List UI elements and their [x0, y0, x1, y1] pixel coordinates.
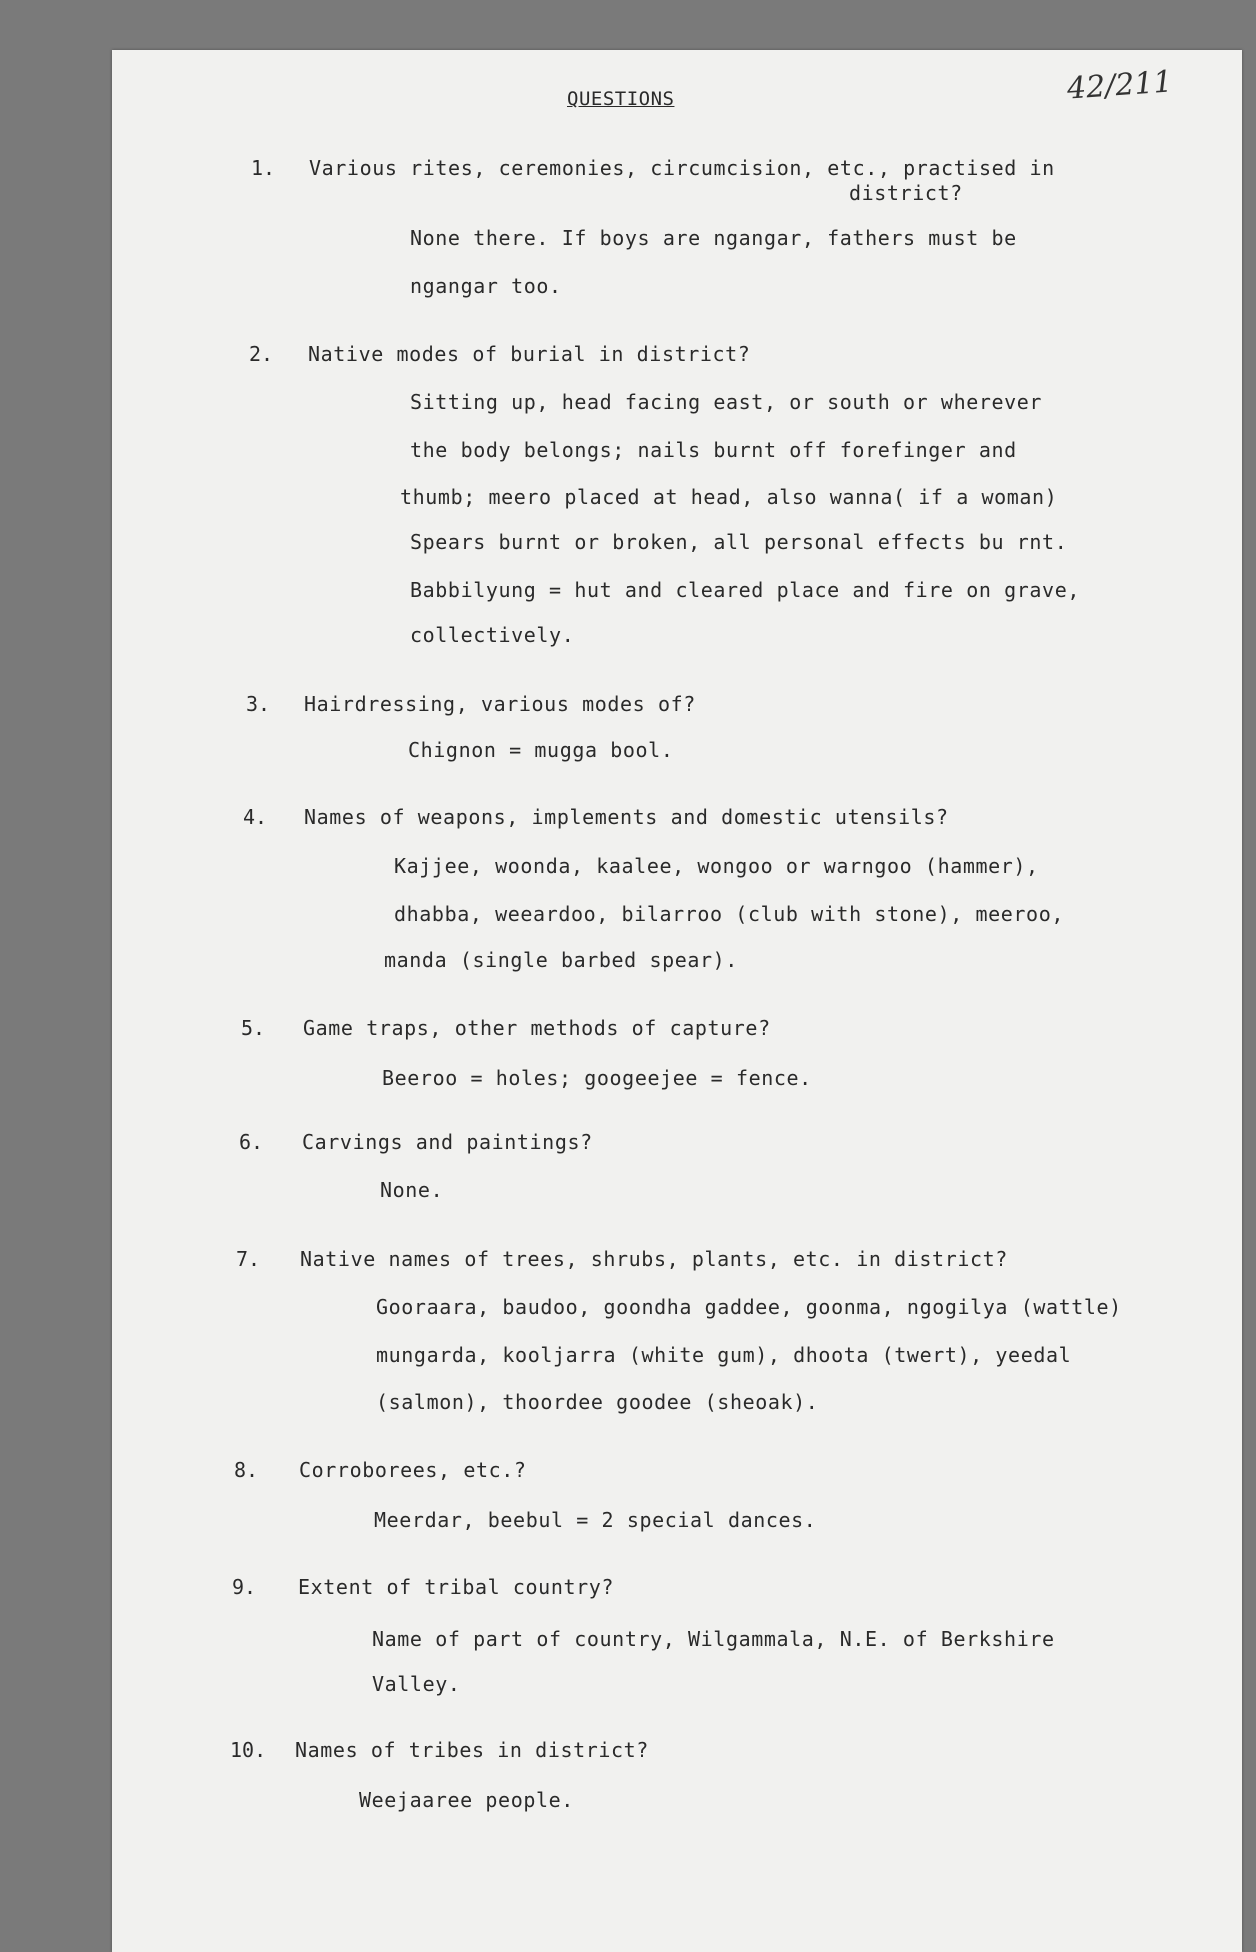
answer-text: Beeroo = holes; googeejee = fence.: [382, 1066, 812, 1090]
answer-text: Spears burnt or broken, all personal effects bu rnt.: [410, 530, 1068, 554]
question-number: 4.: [243, 805, 268, 829]
question-text: Game traps, other methods of capture?: [303, 1016, 771, 1040]
answer-text: the body belongs; nails burnt off forefinger and: [410, 438, 1017, 462]
answer-text: manda (single barbed spear).: [384, 948, 738, 972]
question-text: Extent of tribal country?: [298, 1575, 615, 1599]
answer-text: None.: [380, 1178, 444, 1202]
answer-text: Kajjee, woonda, kaalee, wongoo or warngoo (hammer),: [394, 854, 1039, 878]
question-text: Corroborees, etc.?: [299, 1458, 527, 1482]
question-text: Various rites, ceremonies, circumcision, etc., practised in: [309, 156, 1055, 180]
answer-text: None there. If boys are ngangar, fathers must be: [410, 226, 1017, 250]
question-number: 8.: [234, 1458, 259, 1482]
question-text: Native names of trees, shrubs, plants, etc. in district?: [300, 1247, 1008, 1271]
answer-text: Chignon = mugga bool.: [408, 738, 674, 762]
question-number: 7.: [236, 1247, 261, 1271]
question-number: 10.: [230, 1738, 267, 1762]
answer-text: (salmon), thoordee goodee (sheoak).: [376, 1390, 819, 1414]
folio-number: 42/211: [1065, 64, 1174, 107]
answer-text: Sitting up, head facing east, or south or wherever: [410, 390, 1043, 414]
question-number: 6.: [239, 1130, 264, 1154]
answer-text: Valley.: [372, 1672, 461, 1696]
document-page: [112, 50, 1242, 1952]
page-title: QUESTIONS: [567, 88, 675, 110]
answer-text: Weejaaree people.: [359, 1788, 574, 1812]
question-text: Names of tribes in district?: [295, 1738, 649, 1762]
answer-text: ngangar too.: [410, 274, 562, 298]
answer-text: mungarda, kooljarra (white gum), dhoota (twert), yeedal: [376, 1343, 1072, 1367]
answer-text: Name of part of country, Wilgammala, N.E. of Berkshire: [372, 1627, 1055, 1651]
question-text: Native modes of burial in district?: [308, 342, 751, 366]
question-number: 9.: [232, 1575, 257, 1599]
answer-text: thumb; meero placed at head, also wanna( if a woman): [400, 485, 1058, 509]
answer-text: dhabba, weeardoo, bilarroo (club with stone), meeroo,: [394, 902, 1064, 926]
answer-text: Gooraara, baudoo, goondha gaddee, goonma, ngogilya (wattle): [376, 1295, 1122, 1319]
question-number: 3.: [246, 692, 271, 716]
question-text: Carvings and paintings?: [302, 1130, 593, 1154]
answer-text: Meerdar, beebul = 2 special dances.: [374, 1508, 817, 1532]
question-text: Names of weapons, implements and domestic utensils?: [304, 805, 949, 829]
answer-text: collectively.: [410, 623, 575, 647]
answer-text: Babbilyung = hut and cleared place and fire on grave,: [410, 578, 1080, 602]
question-text: district?: [849, 181, 963, 205]
question-number: 1.: [251, 156, 276, 180]
question-number: 5.: [241, 1016, 266, 1040]
question-number: 2.: [249, 342, 274, 366]
question-text: Hairdressing, various modes of?: [304, 692, 696, 716]
